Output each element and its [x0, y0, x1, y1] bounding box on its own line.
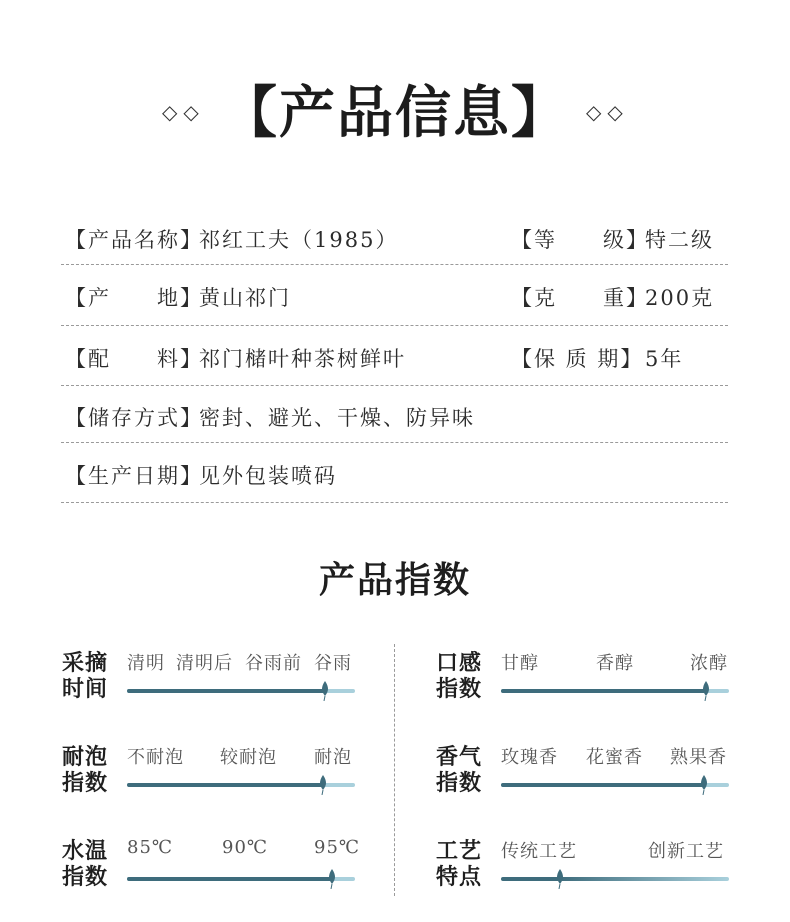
- leaf-marker-icon: [555, 869, 565, 889]
- index-option: 85℃: [127, 837, 174, 858]
- index-option: 谷雨: [314, 653, 352, 674]
- index-label: [436, 650, 482, 702]
- grade-value: 特二级: [645, 228, 714, 252]
- index-option: 95℃: [314, 837, 361, 858]
- ornament-right: ◇◇: [586, 100, 629, 124]
- index-option: 不耐泡: [127, 747, 184, 768]
- info-row-storage: [61, 386, 728, 443]
- index-label: [436, 838, 482, 890]
- index-track: [501, 783, 729, 787]
- date-value: 见外包装喷码: [199, 464, 337, 488]
- shelf-label: 【保 质 期】: [511, 347, 644, 371]
- info-row-name: [61, 210, 728, 265]
- ingredient-value: 祁门槠叶种茶树鲜叶: [199, 347, 406, 371]
- info-row-origin: [61, 265, 728, 326]
- weight-label: 【克 重】: [511, 286, 649, 310]
- leaf-marker-icon: [318, 775, 328, 795]
- index-track-fill: [501, 783, 704, 787]
- ornament-left: ◇◇: [162, 100, 205, 124]
- index-label: [436, 744, 482, 796]
- index-option: 熟果香: [670, 747, 727, 768]
- index-option: 浓醇: [690, 653, 728, 674]
- product-info-header: [0, 78, 790, 148]
- column-divider: [394, 644, 395, 896]
- info-row-date: [61, 443, 728, 503]
- index-label-line2: 指数: [436, 676, 483, 702]
- index-option: 谷雨前: [245, 653, 302, 674]
- index-label: [62, 650, 108, 702]
- info-row-ingredient: [61, 326, 728, 386]
- index-option: 90℃: [222, 837, 269, 858]
- index-track-fill: [127, 689, 325, 693]
- index-label-line1: 口感: [436, 650, 483, 676]
- index-option: 花蜜香: [586, 747, 643, 768]
- index-track: [127, 877, 355, 881]
- leaf-marker-icon: [320, 681, 330, 701]
- index-option: 耐泡: [314, 747, 352, 768]
- index-option: 清明后: [176, 653, 233, 674]
- origin-label: 【产 地】: [65, 286, 203, 310]
- leaf-marker-icon: [327, 869, 337, 889]
- index-option: 创新工艺: [648, 841, 724, 862]
- grade-label: 【等 级】: [511, 228, 649, 252]
- index-track: [127, 783, 355, 787]
- name-label: 【产品名称】: [65, 228, 203, 252]
- index-label-line1: 工艺: [436, 838, 483, 864]
- index-option: 传统工艺: [501, 841, 577, 862]
- index-label-line2: 指数: [62, 864, 109, 890]
- index-track-fill: [127, 877, 332, 881]
- name-value: 祁红工夫（1985）: [199, 228, 399, 252]
- index-option: 清明: [127, 653, 165, 674]
- ingredient-label: 【配 料】: [65, 347, 203, 371]
- index-label-line2: 指数: [436, 770, 483, 796]
- index-label: [62, 838, 108, 890]
- leaf-marker-icon: [701, 681, 711, 701]
- storage-label: 【储存方式】: [65, 406, 203, 430]
- index-track-fill: [127, 783, 323, 787]
- index-track-fill: [501, 689, 706, 693]
- index-track: [127, 689, 355, 693]
- shelf-value: 5年: [645, 347, 684, 371]
- leaf-marker-icon: [699, 775, 709, 795]
- index-label-line1: 耐泡: [62, 744, 109, 770]
- page-title: 【产品信息】: [221, 80, 569, 146]
- index-option: 玫瑰香: [501, 747, 558, 768]
- date-label: 【生产日期】: [65, 464, 203, 488]
- index-label: [62, 744, 108, 796]
- origin-value: 黄山祁门: [199, 286, 291, 310]
- index-label-line1: 香气: [436, 744, 483, 770]
- index-label-line2: 特点: [436, 864, 483, 890]
- storage-value: 密封、避光、干燥、防异味: [199, 406, 475, 430]
- index-option: 香醇: [596, 653, 634, 674]
- weight-value: 200克: [645, 286, 715, 310]
- indices-title: 产品指数: [318, 559, 471, 601]
- index-option: 较耐泡: [220, 747, 277, 768]
- index-label-line1: 采摘: [62, 650, 109, 676]
- index-label-line1: 水温: [62, 838, 109, 864]
- index-track: [501, 877, 729, 881]
- index-label-line2: 时间: [62, 676, 109, 702]
- index-label-line2: 指数: [62, 770, 109, 796]
- index-option: 甘醇: [501, 653, 539, 674]
- index-track: [501, 689, 729, 693]
